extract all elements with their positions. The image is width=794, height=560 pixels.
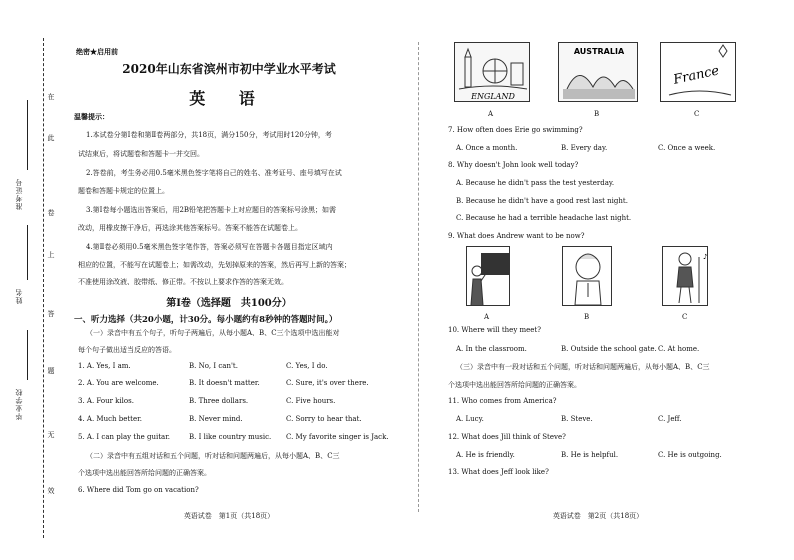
q12-option-a: A. He is friendly. (456, 451, 515, 459)
question-6: 6. Where did Tom go on vacation? (78, 486, 199, 494)
binding-char: 效 (47, 487, 55, 495)
page-2 (448, 0, 748, 560)
q12-option-c: C. He is outgoing. (658, 451, 722, 459)
school-label: 毕业学校 (15, 388, 23, 420)
q8-option-c: C. Because he had a terrible headache last night. (456, 214, 632, 222)
q11-option-a: A. Lucy. (456, 415, 484, 423)
q12-option-b: B. He is helpful. (561, 451, 619, 459)
q1-option-c: C. Yes, I do. (286, 362, 328, 370)
q11-option-b: B. Steve. (561, 415, 593, 423)
england-caption: ENGLAND (471, 92, 515, 101)
instruction-line: （一）录音中有五个句子，听句子两遍后，从每小题A、B、C三个选项中选出能对 (86, 329, 340, 337)
page-divider (418, 42, 419, 512)
question-13: 13. What does Jeff look like? (448, 468, 549, 476)
notice-line: 改动，用橡皮擦干净后，再选涂其他答案标号。答案不能答在试题卷上。 (78, 224, 302, 232)
doctor-sketch (563, 247, 612, 306)
instruction-line: 个选项中选出能回答所给问题的正确答案。 (78, 469, 211, 477)
exam-number-label: 准考证号 (15, 178, 23, 210)
notice-line: 3.第Ⅰ卷每小题选出答案后，用2B铅笔把答题卡上对应题目的答案标号涂黑；如需 (86, 206, 337, 214)
q4-option-c: C. Sorry to hear that. (286, 415, 362, 423)
exam-number-line (27, 100, 28, 170)
subject-title: 英 语 (189, 89, 269, 108)
teacher-picture (466, 246, 510, 306)
france-caption: France (672, 63, 721, 88)
binding-char: 此 (47, 134, 55, 142)
notice-line: 相应的位置，不能写在试题卷上；如需改动，先划掉原来的答案，然后再写上新的答案； (78, 261, 351, 269)
name-line (27, 225, 28, 280)
q7-option-b: B. Every day. (561, 144, 608, 152)
binding-char: 题 (47, 367, 55, 375)
q3-option-a: 3. A. Four kilos. (78, 397, 134, 405)
q8-option-b: B. Because he didn't have a good rest last night. (456, 197, 628, 205)
q3-option-c: C. Five hours. (286, 397, 336, 405)
picture-label-a: A (488, 110, 494, 118)
question-10: 10. Where will they meet? (448, 326, 541, 334)
q1-option-a: 1. A. Yes, I am. (78, 362, 131, 370)
picture-label-b: B (594, 110, 600, 118)
section-heading: 第Ⅰ卷（选择题 共100分） (166, 298, 292, 309)
binding-char: 无 (47, 431, 55, 439)
secret-mark: 绝密★启用前 (76, 47, 118, 56)
q5-option-b: B. I like country music. (189, 433, 272, 441)
notice-heading: 温馨提示： (74, 112, 109, 121)
q10-option-a: A. In the classroom. (456, 345, 527, 353)
q1-option-b: B. No, I can't. (189, 362, 238, 370)
france-sketch (661, 43, 736, 102)
australia-caption: AUSTRALIA (573, 47, 625, 56)
q5-option-a: 5. A. I can play the guitar. (78, 433, 171, 441)
notice-line: 题卷和答题卡规定的位置上。 (78, 187, 169, 195)
q2-option-a: 2. A. You are welcome. (78, 379, 159, 387)
exam-title: 2020年山东省滨州市初中学业水平考试 (122, 62, 336, 76)
page-2-footer: 英语试卷 第2页（共18页） (552, 512, 644, 520)
australia-picture (558, 42, 638, 102)
notice-line: 1.本试卷分第Ⅰ卷和第Ⅱ卷两部分，共18页，满分150分，考试用时120分钟，考 (86, 131, 332, 139)
australia-sketch (559, 43, 638, 102)
question-7: 7. How often does Erie go swimming? (448, 126, 583, 134)
question-8: 8. Why doesn't John look well today? (448, 161, 579, 169)
page-1 (66, 0, 392, 560)
england-picture (454, 42, 530, 102)
binding-char: 卷 (47, 209, 55, 217)
instruction-line: 个选项中选出能回答所给问题的正确答案。 (448, 381, 581, 389)
q2-option-b: B. It doesn't matter. (189, 379, 260, 387)
notice-line: 4.第Ⅱ卷必须用0.5毫米黑色签字笔作答，答案必须写在答题卡各题目指定区域内 (86, 243, 333, 251)
question-11: 11. Who comes from America? (448, 397, 557, 405)
notice-line: 不准使用涂改液、胶带纸、修正带。不按以上要求作答的答案无效。 (78, 278, 288, 286)
part-heading: 一、听力选择（共20小题，计30分。每小题约有8秒钟的答题时间。） (74, 315, 338, 325)
school-line (27, 330, 28, 380)
binding-char: 答 (47, 310, 55, 318)
binding-char: 上 (47, 251, 55, 259)
instruction-line: （二）录音中有五组对话和五个问题，听对话和问题两遍后，从每小题A、B、C三 (86, 452, 340, 460)
question-12: 12. What does Jill think of Steve? (448, 433, 566, 441)
q3-option-b: B. Three dollars. (189, 397, 249, 405)
q7-option-a: A. Once a month. (456, 144, 518, 152)
q10-option-c: C. At home. (658, 345, 700, 353)
binding-char: 在 (47, 93, 55, 101)
q7-option-c: C. Once a week. (658, 144, 716, 152)
svg-text:♪: ♪ (703, 253, 708, 261)
q10-option-b: B. Outside the school gate. (561, 345, 657, 353)
q4-option-a: 4. A. Much better. (78, 415, 142, 423)
binding-margin (0, 0, 58, 560)
singer-picture (662, 246, 708, 306)
q5-option-c: C. My favorite singer is Jack. (286, 433, 389, 441)
q2-option-c: C. Sure, it's over there. (286, 379, 369, 387)
binding-line (43, 38, 44, 538)
picture-label-c: C (694, 110, 700, 118)
france-picture (660, 42, 736, 102)
q11-option-c: C. Jeff. (658, 415, 682, 423)
singer-sketch (663, 247, 708, 306)
picture-label-c: C (682, 313, 688, 321)
picture-label-a: A (484, 313, 490, 321)
q8-option-a: A. Because he didn't pass the test yesterday. (456, 179, 615, 187)
page-1-footer: 英语试卷 第1页（共18页） (183, 512, 275, 520)
notice-line: 试结束后，将试题卷和答题卡一并交回。 (78, 150, 204, 158)
notice-line: 2.答卷前，考生务必用0.5毫米黑色签字笔将自己的姓名、准考证号、座号填写在试 (86, 169, 342, 177)
question-9: 9. What does Andrew want to be now? (448, 232, 585, 240)
instruction-line: 每个句子做出适当反应的答语。 (78, 346, 176, 354)
name-label: 姓名 (15, 288, 23, 304)
doctor-picture (562, 246, 612, 306)
instruction-line: （三）录音中有一段对话和五个问题，听对话和问题两遍后，从每小题A、B、C三 (456, 363, 710, 371)
teacher-sketch (467, 247, 510, 306)
england-sketch (455, 43, 530, 102)
picture-label-b: B (584, 313, 590, 321)
q4-option-b: B. Never mind. (189, 415, 243, 423)
